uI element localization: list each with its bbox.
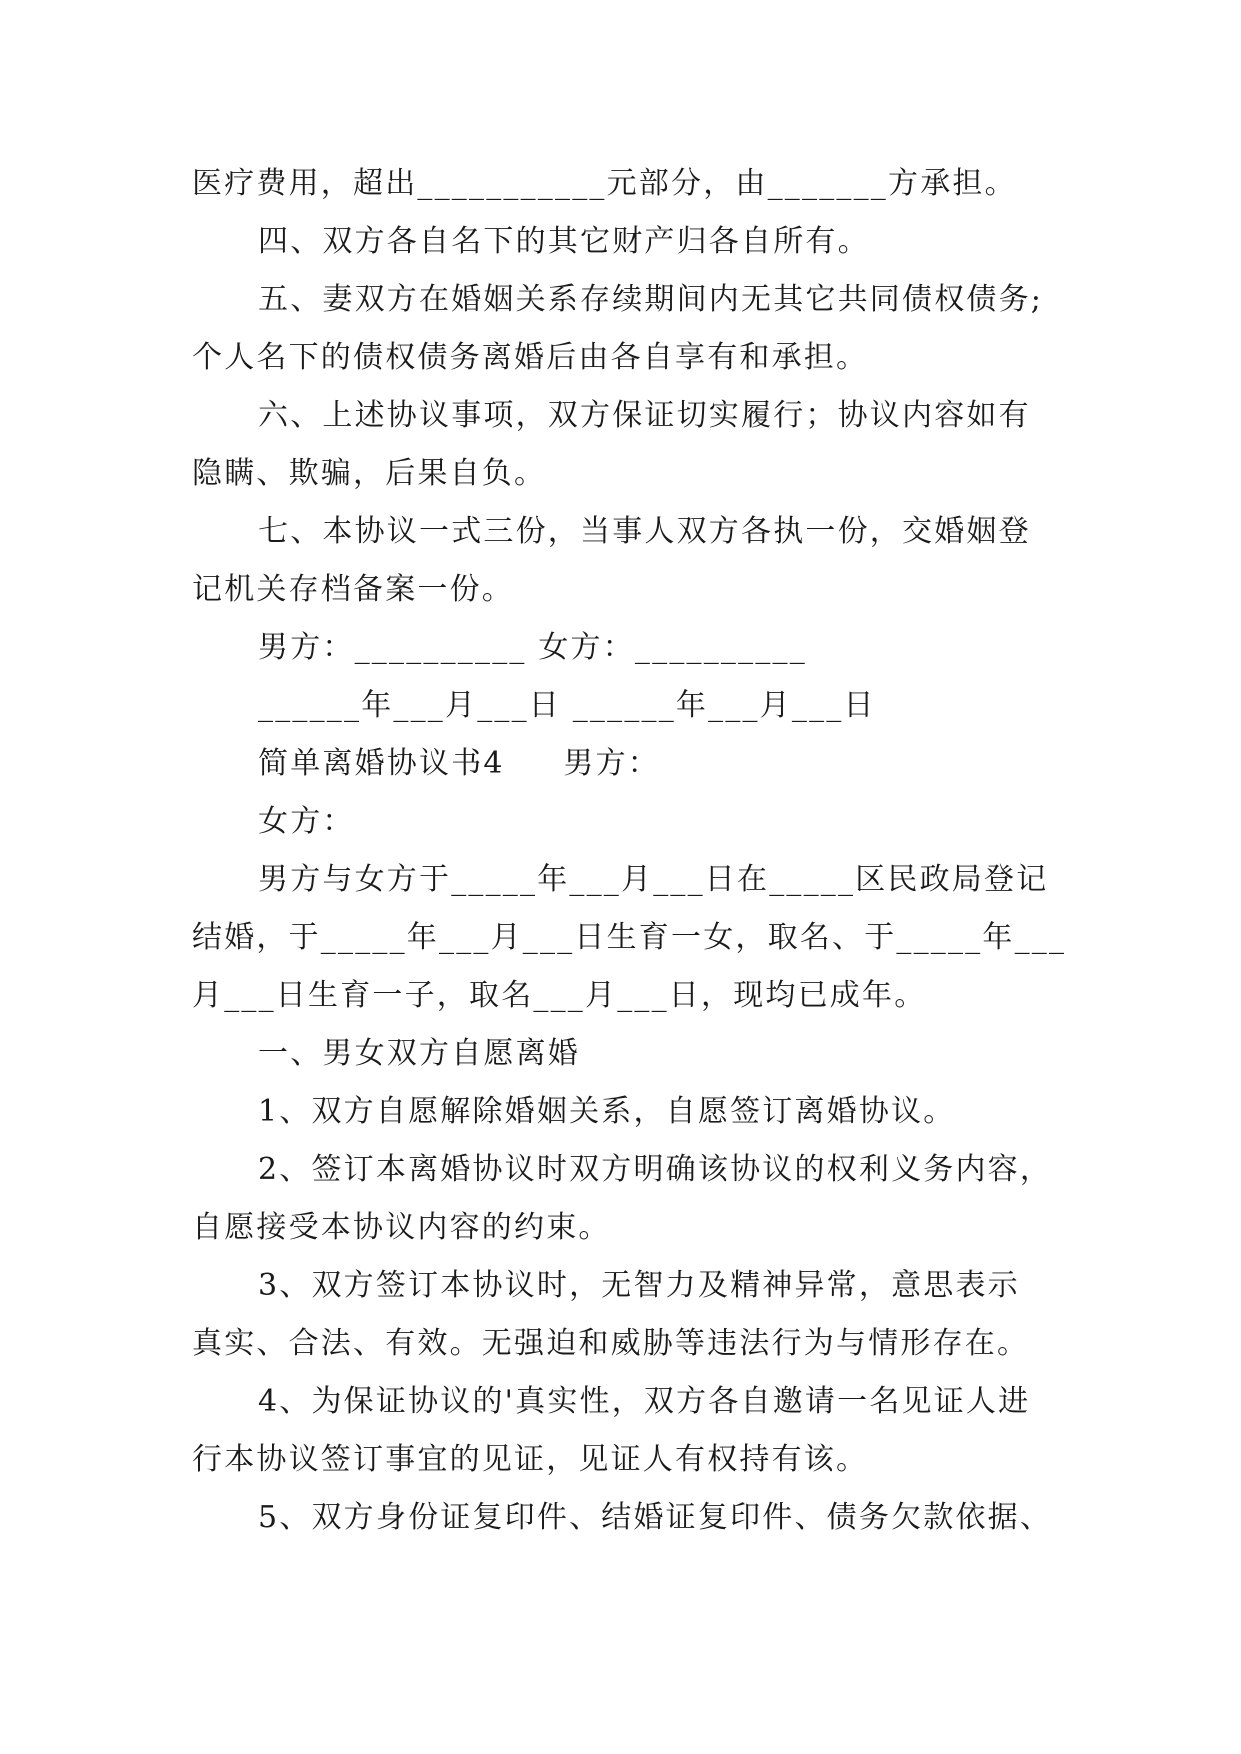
text-line: 自愿接受本协议内容的约束。 xyxy=(192,1210,611,1245)
text-line: 行本协议签订事宜的见证，见证人有权持有该。 xyxy=(192,1442,869,1477)
text-line: 隐瞒、欺骗，后果自负。 xyxy=(192,456,547,491)
text-line: 1、双方自愿解除婚姻关系，自愿签订离婚协议。 xyxy=(258,1094,956,1129)
text-line: 2、签订本离婚协议时双方明确该协议的权利义务内容， xyxy=(258,1152,1053,1187)
text-line: 月___日生育一子，取名___月___日，现均已成年。 xyxy=(192,978,927,1013)
text-line: 5、双方身份证复印件、结婚证复印件、债务欠款依据、 xyxy=(258,1500,1053,1535)
text-line: 医疗费用，超出___________元部分，由_______方承担。 xyxy=(192,166,1017,201)
section-heading: 简单离婚协议书4 男方： xyxy=(258,746,660,781)
text-line: 一、男女双方自愿离婚 xyxy=(258,1036,580,1071)
text-line: 真实、合法、有效。无强迫和威胁等违法行为与情形存在。 xyxy=(192,1326,1030,1361)
text-line: 3、双方签订本协议时，无智力及精神异常，意思表示 xyxy=(258,1268,1020,1303)
text-line: 女方： xyxy=(258,804,355,839)
text-line: 四、双方各自名下的其它财产归各自所有。 xyxy=(258,224,870,259)
text-line: 七、本协议一式三份，当事人双方各执一份，交婚姻登 xyxy=(258,514,1031,549)
text-line: 男方与女方于_____年___月___日在_____区民政局登记 xyxy=(258,862,1049,897)
text-line: 记机关存档备案一份。 xyxy=(192,572,514,607)
text-line: 六、上述协议事项，双方保证切实履行；协议内容如有 xyxy=(258,398,1031,433)
text-line: 结婚，于_____年___月___日生育一女，取名、于_____年___ xyxy=(192,920,1067,955)
text-line: 五、妻双方在婚姻关系存续期间内无其它共同债权债务; xyxy=(258,282,1044,317)
text-line: 4、为保证协议的'真实性，双方各自邀请一名见证人进 xyxy=(258,1384,1031,1419)
signature-line: 男方：__________ 女方：__________ xyxy=(258,630,807,665)
date-line: ______年___月___日 ______年___月___日 xyxy=(258,688,876,723)
text-line: 个人名下的债权债务离婚后由各自享有和承担。 xyxy=(192,340,869,375)
